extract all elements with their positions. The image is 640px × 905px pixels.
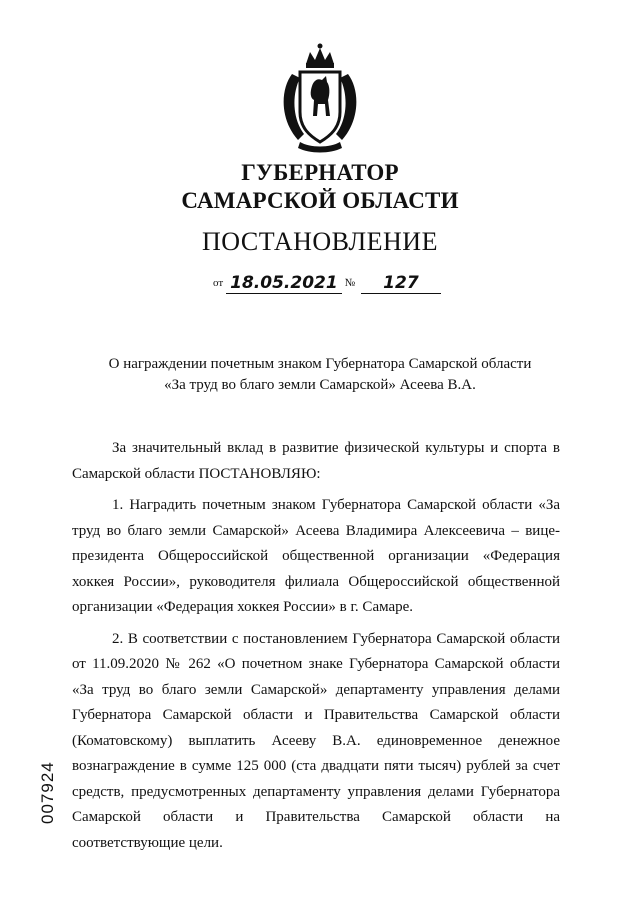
- number-label: №: [344, 277, 356, 289]
- registration-line: [213, 272, 441, 294]
- document-date: 18.05.2021: [226, 273, 342, 294]
- body-item-1: 1. Наградить почетным знаком Губернатора Самарской области «За труд во благо земли Самарской» Асеева Владимира Алексеевича – вице-президента Общероссийской общественной организации «Федерация хоккея России», руководителя филиала Общероссийской общественной организации «Федерация хоккея России» в г. Самаре.: [72, 497, 560, 615]
- document-body: [72, 436, 560, 862]
- subject-line2: «За труд во благо земли Самарской» Асеева В.А.: [164, 377, 476, 393]
- coat-of-arms-icon: [270, 42, 370, 154]
- subject-line1: О награждении почетным знаком Губернатора Самарской области: [108, 356, 532, 372]
- date-label: от: [213, 277, 224, 289]
- body-intro: За значительный вклад в развитие физической культуры и спорта в Самарской области ПОСТАНОВЛЯЮ:: [72, 440, 560, 482]
- side-registration-number: 007924: [38, 761, 57, 824]
- document-type: ПОСТАНОВЛЕНИЕ: [202, 227, 438, 256]
- document-number: 127: [361, 273, 441, 294]
- header-title-line1: ГУБЕРНАТОР: [241, 160, 399, 185]
- body-item-2: 2. В соответствии с постановлением Губернатора Самарской области от 11.09.2020 № 262 «О почетном знаке Губернатора Самарской области «За труд во благо земли Самарской» департаменту управления делами Губернатора Самарской области и Правительства Самарской области (Коматовскому) выплатить Асееву В.А. единовременное денежное вознаграждение в сумме 125 000 (ста двадцати пяти тысяч) рублей за счет средств, предусмотренных департаменту управления делами Губернатора Самарской области и Правительства Самарской области на соответствующие цели.: [72, 630, 560, 851]
- header-title-line2: САМАРСКОЙ ОБЛАСТИ: [181, 188, 459, 213]
